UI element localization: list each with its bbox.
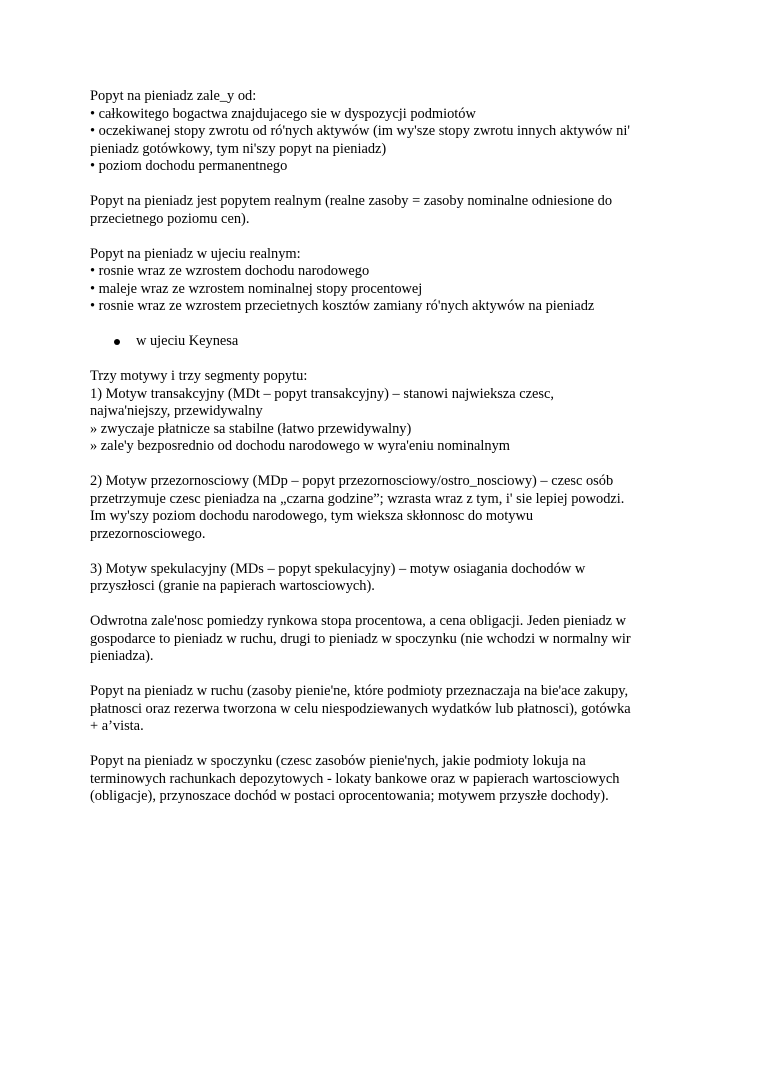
text-line: Popyt na pieniadz jest popytem realnym (realne zasoby = zasoby nominalne odniesione do	[90, 193, 613, 209]
text-line: (obligacje), przynoszace dochód w postaci oprocentowania; motywem przyszłe dochody).	[90, 788, 609, 804]
paragraph-gap	[90, 666, 710, 684]
paragraph-gap	[90, 228, 710, 246]
text-line: • rosnie wraz ze wzrostem dochodu narodowego	[90, 263, 370, 279]
text-line: przyszłosci (granie na papierach wartosciowych).	[90, 578, 375, 594]
text-line: Popyt na pieniadz w ruchu (zasoby pienie'ne, które podmioty przeznaczaja na bie'ace zakupy,	[90, 683, 629, 699]
paragraph-gap	[90, 316, 710, 334]
text-line: Trzy motywy i trzy segmenty popytu:	[90, 368, 308, 384]
text-line: przecietnego poziomu cen).	[90, 210, 250, 227]
text-line: płatnosci oraz rezerwa tworzona w celu niespodziewanych wydatków lub płatnosci), gotówka	[90, 700, 631, 717]
bullet-text: w ujeciu Keynesa	[136, 333, 239, 349]
paragraph-gap	[90, 351, 710, 369]
text-line: 2) Motyw przezornosciowy (MDp – popyt przezornosciowy/ostro_nosciowy) – czesc osób	[90, 473, 614, 489]
text-line: Odwrotna zale'nosc pomiedzy rynkowa stopa procentowa, a cena obligacji. Jeden pieniadz w	[90, 613, 627, 629]
text-line: Im wy'szy poziom dochodu narodowego, tym wieksza skłonnosc do motywu	[90, 508, 534, 524]
text-line: terminowych rachunkach depozytowych - lokaty bankowe oraz w papierach wartosciowych	[90, 770, 620, 787]
bullet-dot-icon	[114, 339, 120, 345]
text-line: • całkowitego bogactwa znajdujacego sie w dyspozycji podmiotów	[90, 105, 476, 122]
paragraph-gap	[90, 736, 710, 754]
text-line: Popyt na pieniadz w ujeciu realnym:	[90, 245, 301, 262]
text-line: pieniadza).	[90, 648, 154, 664]
text-line: pieniadz gotówkowy, tym ni'szy popyt na pieniadz)	[90, 140, 387, 157]
text-line: 1) Motyw transakcyjny (MDt – popyt transakcyjny) – stanowi najwieksza czesc,	[90, 385, 554, 402]
text-line: » zwyczaje płatnicze sa stabilne (łatwo przewidywalny)	[90, 420, 412, 437]
text-line: » zale'y bezposrednio od dochodu narodowego w wyra'eniu nominalnym	[90, 438, 511, 454]
text-line: • maleje wraz ze wzrostem nominalnej stopy procentowej	[90, 280, 423, 297]
text-line: + a’vista.	[90, 718, 144, 734]
text-line: Popyt na pieniadz w spoczynku (czesc zasobów pienie'nych, jakie podmioty lokuja na	[90, 753, 586, 769]
paragraph-gap	[90, 543, 710, 561]
text-line: • oczekiwanej stopy zwrotu od ró'nych aktywów (im wy'sze stopy zwrotu innych aktywów ni'	[90, 123, 630, 139]
text-line: 3) Motyw spekulacyjny (MDs – popyt spekulacyjny) – motyw osiagania dochodów w	[90, 560, 586, 577]
bullet-list-item	[90, 333, 710, 351]
text-line: Popyt na pieniadz zale_y od:	[90, 88, 257, 104]
text-line: • rosnie wraz ze wzrostem przecietnych kosztów zamiany ró'nych aktywów na pieniadz	[90, 298, 595, 314]
paragraph-gap	[90, 456, 710, 474]
text-line: przetrzymuje czesc pieniadza na „czarna godzine”; wzrasta wraz z tym, i' sie lepiej powodzi.	[90, 490, 625, 507]
text-line: najwa'niejszy, przewidywalny	[90, 403, 263, 419]
text-line: • poziom dochodu permanentnego	[90, 158, 288, 174]
paragraph-gap	[90, 176, 710, 194]
document-body	[90, 88, 710, 806]
text-line: przezornosciowego.	[90, 525, 206, 542]
text-line: gospodarce to pieniadz w ruchu, drugi to pieniadz w spoczynku (nie wchodzi w normalny wir	[90, 630, 631, 647]
paragraph-gap	[90, 596, 710, 614]
